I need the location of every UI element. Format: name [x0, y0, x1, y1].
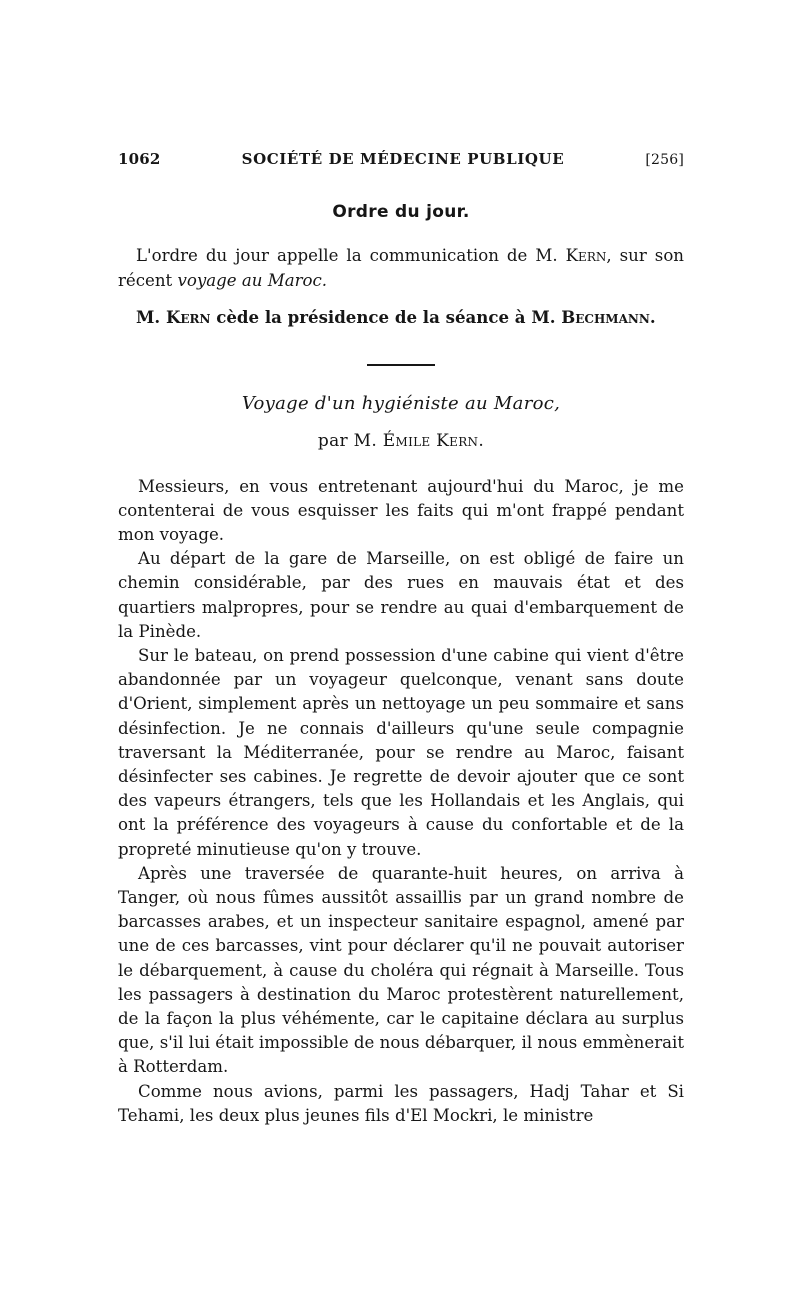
agenda-heading: Ordre du jour.	[332, 202, 470, 222]
presidency-text-1: M.	[136, 307, 166, 327]
author-end: .	[478, 430, 485, 451]
president-name-2: Bechmann	[561, 307, 650, 327]
presidency-end: .	[649, 307, 656, 327]
article-body	[118, 475, 684, 1128]
running-header	[118, 150, 684, 174]
agenda-text-1: L'ordre du jour appelle la communication de M.	[136, 246, 566, 265]
article-title: Voyage d'un hygiéniste au Maroc,	[241, 392, 561, 414]
presidency-paragraph	[118, 305, 684, 330]
book-page	[118, 150, 684, 1128]
body-paragraph: Messieurs, en vous entretenant aujourd'hui du Maroc, je me contenterai de vous esquisser les faits qui m'ont frappé pendant mon voyage.	[118, 476, 684, 544]
body-paragraph: Comme nous avions, parmi les passagers, Hadj Tahar et Si Tehami, les deux plus jeunes fils d'El Mockri, le ministre	[118, 1081, 684, 1125]
body-paragraph: Après une traversée de quarante-huit heures, on arriva à Tanger, où nous fûmes aussitôt assaillis par un grand nombre de barcasses arabes, et un inspecteur sanitaire espagnol, amené par une de ces barcasses, vint pour déclarer qu'il ne pouvait autoriser le débarquement, à cause du choléra qui régnait à Marseille. Tous les passagers à destination du Maroc protestèrent naturellement, de la façon la plus véhémente, car le capitaine déclara au surplus que, s'il lui était impossible de nous débarquer, il nous emmènerait à Rotterdam.	[118, 863, 684, 1077]
author-prefix: par M.	[317, 430, 383, 451]
page-number: 1062	[118, 150, 161, 168]
body-paragraph: Sur le bateau, on prend possession d'une cabine qui vient d'être abandonnée par un voyageur quelconque, venant sans doute d'Orient, simplement après un nettoyage un peu sommaire et sans désinfection. Je ne connais d'ailleurs qu'une seule compagnie traversant la Méditerranée, pour se rendre au Maroc, faisant désinfecter ses cabines. Je regrette de devoir ajouter que ce sont des vapeurs étrangers, tels que les Hollandais et les Anglais, qui ont la préférence des voyageurs à cause du confortable et de la propreté minutieuse qu'on y trouve.	[118, 645, 684, 859]
section-divider	[367, 364, 435, 366]
agenda-paragraph	[118, 244, 684, 293]
author-name: Émile Kern	[382, 430, 479, 451]
communication-title: voyage au Maroc.	[177, 270, 328, 290]
body-paragraph: Au départ de la gare de Marseille, on est obligé de faire un chemin considérable, par des rues en mauvais état et des quartiers malpropres, pour se rendre au quai d'embarquement de la Pinède.	[118, 549, 684, 641]
running-title: SOCIÉTÉ DE MÉDECINE PUBLIQUE	[241, 150, 565, 168]
article-author	[118, 431, 684, 451]
speaker-name: Kern	[565, 246, 607, 265]
president-name-1: Kern	[165, 307, 211, 327]
signature-mark: [256]	[645, 152, 684, 168]
agenda-text-2: , sur son récent	[118, 246, 684, 290]
presidency-text-2: cède la présidence de la séance à M.	[210, 307, 562, 327]
